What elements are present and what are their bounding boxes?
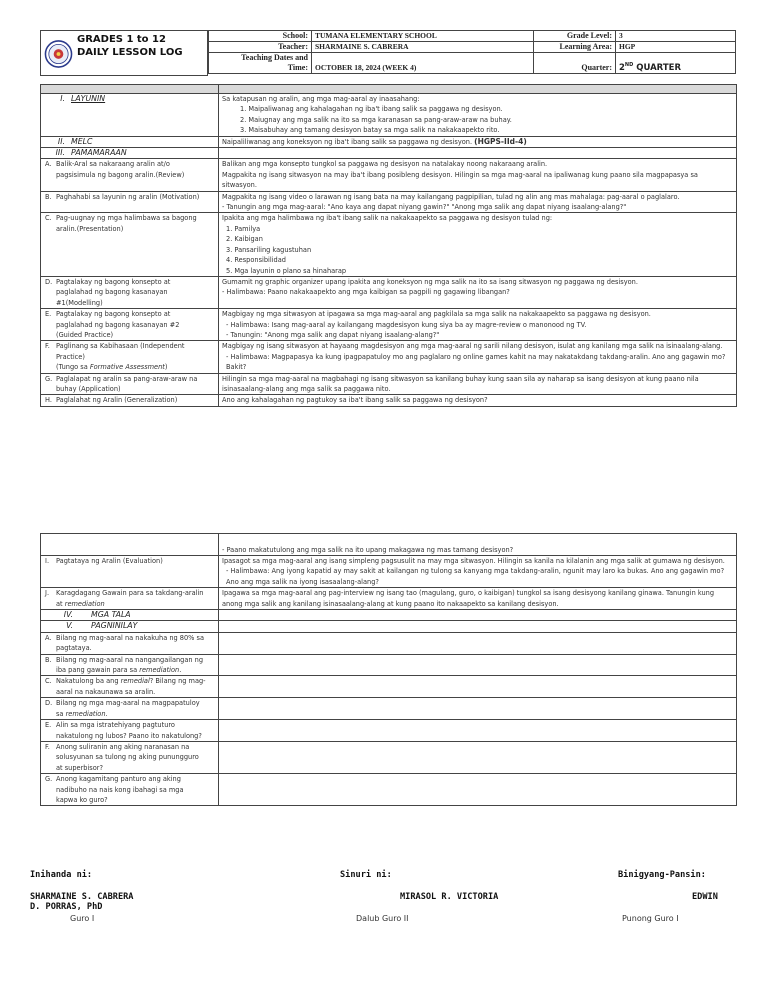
- reflection-e-answer[interactable]: [219, 720, 737, 742]
- reflection-a-answer[interactable]: [219, 632, 737, 654]
- principal-signatory-rest: D. PORRAS, PhD: [30, 902, 103, 912]
- row-i-content: Ipasagot sa mga mag-aaral ang isang simpleng pagsusulit na may mga sitwasyon. Hilingin sa kanila na kilalanin ang mga salik at gumawa ng desisyon. - Halimbawa: Ang iyong kapatid ay may sakit at kailangan ng tulong sa kanyang mga takdang-aralin, ngunit may laro ka bukas. Ano ang gagawin mo? Ano ang mga salik na iyong isasaalang-alang?: [219, 556, 737, 588]
- row-h-label: H. Paglalahat ng Aralin (Generalization): [41, 395, 219, 406]
- row-d-content: Gumamit ng graphic organizer upang ipakita ang koneksyon ng mga salik na ito sa isang sitwasyon ng paggawa ng desisyon. - Halimbawa: Paano nakakaapekto ang mga kaibigan sa pagpili ng gagawing libangan?: [219, 276, 737, 308]
- master-teacher-signatory: MIRASOL R. VICTORIA: [400, 892, 499, 902]
- row-b-content: Magpakita ng isang video o larawan ng isang bata na may kailangang pagpipilian, tulad ng alin ang mas mahalaga: pag-aaral o paglalaro. - Tanungin ang mga mag-aaral: "Ano kaya ang dapat niyang gawin?" "Anong mga salik ang dapat niyang isaalang-alang?": [219, 191, 737, 213]
- prepared-by-label: Inihanda ni:: [30, 870, 93, 880]
- dates-value: OCTOBER 18, 2024 (WEEK 4): [312, 53, 534, 74]
- row-a-content: Balikan ang mga konsepto tungkol sa paggawa ng desisyon na natalakay noong nakaraang aralin. Magpakita ng isang sitwasyon na may iba't ibang posibleng desisyon. Hilingin sa mga mag-aaral na ipaliwanag kung paano sila magpapasya sa sitwasyon.: [219, 159, 737, 191]
- row-j-label: J. Karagdagang Gawain para sa takdang-aralin at remediation: [41, 588, 219, 610]
- reflection-c-answer[interactable]: [219, 676, 737, 698]
- principal-position: Punong Guro I: [622, 914, 679, 923]
- row-c-content: Ipakita ang mga halimbawa ng iba't ibang salik na nakakaapekto sa paggawa ng desisyon tulad ng: 1. Pamilya 2. Kaibigan 3. Pansariling kagustuhan 4. Responsibilidad 5. Mga layunin o plano sa hinaharap: [219, 213, 737, 276]
- header-title: GRADES 1 to 12 DAILY LESSON LOG: [77, 34, 183, 58]
- principal-signatory-first: EDWIN: [692, 892, 718, 902]
- row-e-label: E. Pagtalakay ng bagong konsepto at paglalahad ng bagong kasanayan #2 (Guided Practice): [41, 309, 219, 341]
- reflection-c-label: C. Nakatulong ba ang remedial? Bilang ng mag-aaral na nakaunawa sa aralin.: [41, 676, 219, 698]
- reflection-e-label: E. Alin sa mga istratehiyang pagtuturo nakatulong ng lubos? Paano ito nakatulong?: [41, 720, 219, 742]
- melc-content: Naipaliliwanag ang koneksyon ng iba't ibang salik sa paggawa ng desisyon. (HGPS-IId-4): [219, 136, 737, 147]
- section-pamamaraan: III. PAMAMARAAN: [41, 148, 219, 159]
- row-c-label: C. Pag-uugnay ng mga halimbawa sa bagong aralin.(Presentation): [41, 213, 219, 276]
- reflection-g-label: G. Anong kagamitang panturo ang aking nadibuho na nais kong ibahagi sa mga kapwa ko guro?: [41, 774, 219, 806]
- header-info-table: [208, 30, 736, 74]
- noted-by-label: Binigyang-Pansin:: [618, 870, 706, 880]
- checked-by-label: Sinuri ni:: [340, 870, 392, 880]
- row-i-label: I. Pagtataya ng Aralin (Evaluation): [41, 556, 219, 588]
- row-b-label: B. Paghahabi sa layunin ng aralin (Motivation): [41, 191, 219, 213]
- teacher-position: Guro I: [70, 914, 95, 923]
- quarter-value: 2ND QUARTER: [616, 53, 736, 74]
- row-a-label: A. Balik-Aral sa nakaraang aralin at/o pagsisimula ng bagong aralin.(Review): [41, 159, 219, 191]
- row-g-label: G. Paglalapat ng aralin sa pang-araw-araw na buhay (Application): [41, 373, 219, 395]
- quarter-label: Quarter:: [534, 53, 616, 74]
- reflection-d-label: D. Bilang ng mga mag-aaral na magpapatuloy sa remediation.: [41, 698, 219, 720]
- school-value: TUMANA ELEMENTARY SCHOOL: [312, 31, 534, 42]
- row-f-label: F. Paglinang sa Kabihasaan (Independent Practice) (Tungo sa Formative Assessment): [41, 341, 219, 373]
- reflection-d-answer[interactable]: [219, 698, 737, 720]
- section-layunin: I. LAYUNIN: [41, 94, 219, 137]
- grade-level-value: 3: [616, 31, 736, 42]
- section-melc: II. MELC: [41, 136, 219, 147]
- row-j-content: Ipagawa sa mga mag-aaral ang pag-interview ng isang tao (magulang, guro, o kaibigan) tungkol sa isang desisyong kanilang ginawa. Tanungin kung anong mga salik ang kanilang isinasaalang-alang at kung paano ito nakaapekto sa kanilang desisyon.: [219, 588, 737, 610]
- reflection-b-answer[interactable]: [219, 654, 737, 676]
- lesson-table-page1: [40, 84, 737, 407]
- row-g-content: Hilingin sa mga mag-aaral na magbahagi ng isang sitwasyon sa kanilang buhay kung saan sila ay naharap sa isang desisyon at kung paano nila isinasaalang-alang ang mga salik sa paggawa nito.: [219, 373, 737, 395]
- learning-area-label: Learning Area:: [534, 42, 616, 53]
- learning-area-value: HGP: [616, 42, 736, 53]
- reflection-a-label: A. Bilang ng mag-aaral na nakakuha ng 80% sa pagtataya.: [41, 632, 219, 654]
- teacher-value: SHARMAINE S. CABRERA: [312, 42, 534, 53]
- generalization-continued: - Paano makatutulong ang mga salik na ito upang makagawa ng mas tamang desisyon?: [219, 534, 737, 556]
- teacher-signatory: SHARMAINE S. CABRERA: [30, 892, 134, 902]
- reflection-b-label: B. Bilang ng mag-aaral na nangangailangan ng iba pang gawain para sa remediation.: [41, 654, 219, 676]
- grade-level-label: Grade Level:: [534, 31, 616, 42]
- master-teacher-position: Dalub Guro II: [356, 914, 409, 923]
- teacher-label: Teacher:: [209, 42, 312, 53]
- dates-label: Teaching Dates and Time:: [209, 53, 312, 74]
- reflection-g-answer[interactable]: [219, 774, 737, 806]
- reflection-f-answer[interactable]: [219, 741, 737, 773]
- deped-seal-icon: [44, 35, 73, 73]
- reflection-f-label: F. Anong suliranin ang aking naranasan na solusyunan sa tulong ng aking punungguro at superbisor?: [41, 741, 219, 773]
- row-e-content: Magbigay ng mga sitwasyon at ipagawa sa mga mag-aaral ang pagkilala sa mga salik na nakakaapekto sa paggawa ng desisyon. - Halimbawa: Isang mag-aaral ay kailangang magdesisyon kung siya ba ay magre-review o manonood ng TV. - Tanungin: "Anong mga salik ang dapat niyang isaalang-alang?": [219, 309, 737, 341]
- row-f-content: Magbigay ng isang sitwasyon at hayaang magdesisyon ang mga mag-aaral ng sarili nilang desisyon, isulat ang kanilang mga salik na isinaalang-alang. - Halimbawa: Magpapasya ka kung ipagpapatuloy mo ang paglalaro ng online games kahit na may nakatakdang takdang-aralin. Ano ang gagawin mo? Bakit?: [219, 341, 737, 373]
- lesson-table-page2: [40, 533, 737, 806]
- row-d-label: D. Pagtalakay ng bagong konsepto at paglalahad ng bagong kasanayan #1(Modelling): [41, 276, 219, 308]
- school-label: School:: [209, 31, 312, 42]
- layunin-content: Sa katapusan ng aralin, ang mga mag-aaral ay inaasahang: 1. Maipaliwanag ang kahalagahan ng iba't ibang salik sa paggawa ng desisyon. 2. Maiugnay ang mga salik na ito sa mga karanasan sa pang-araw-araw na buhay. 3. Maisabuhay ang tamang desisyon batay sa mga salik na nakakaapekto rito.: [219, 94, 737, 137]
- header-logo-block: [40, 30, 208, 76]
- row-h-content: Ano ang kahalagahan ng pagtukoy sa iba't ibang salik sa paggawa ng desisyon?: [219, 395, 737, 406]
- section-mga-tala: IV. MGA TALA: [41, 610, 219, 621]
- section-pagninilay: V. PAGNINILAY: [41, 621, 219, 632]
